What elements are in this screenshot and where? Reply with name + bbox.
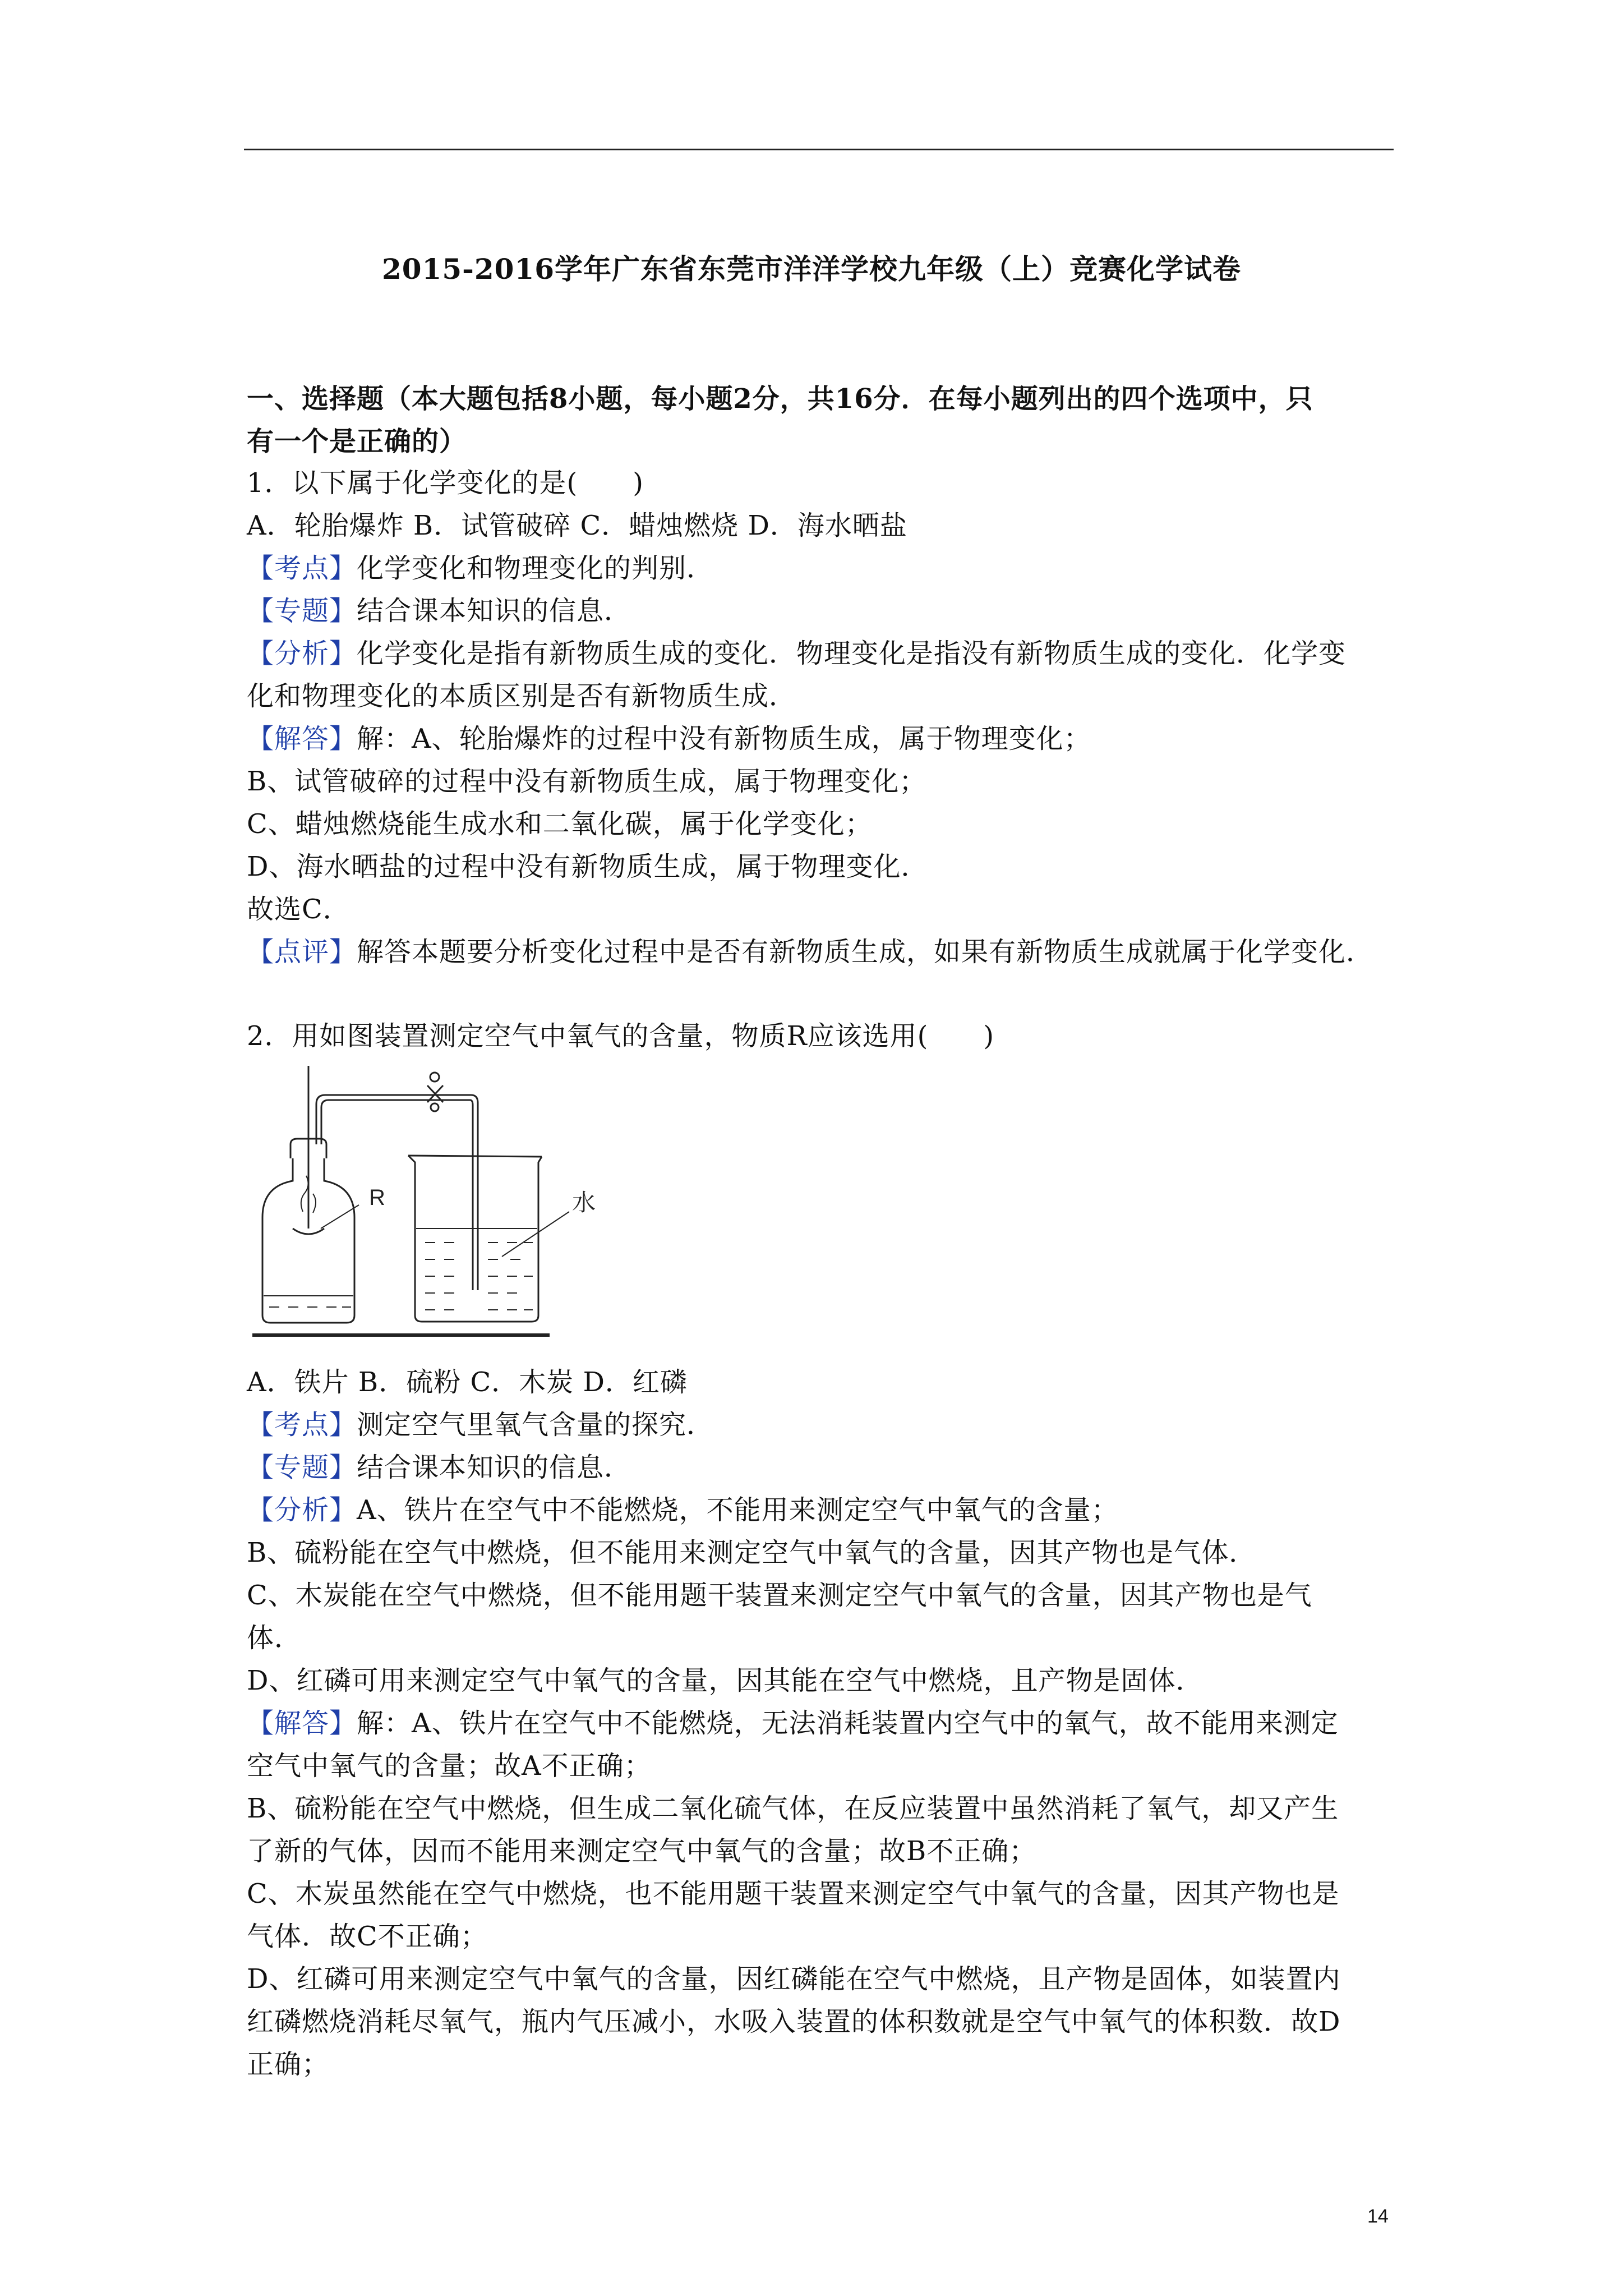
q1-zhuanti-text: 结合课本知识的信息． xyxy=(357,595,632,627)
q2-fenxi-text-4: 体． xyxy=(247,1622,302,1654)
clamp-ring-top xyxy=(430,1073,439,1082)
q2-jieda xyxy=(247,1701,1339,1740)
q1-kaodian xyxy=(247,546,714,585)
q1-kaodian-text: 化学变化和物理变化的判别． xyxy=(357,553,714,584)
q1-zhuanti xyxy=(247,589,631,628)
section-heading-line-1: 一、选择题（本大题包括8小题，每小题2分，共16分．在每小题列出的四个选项中，只 xyxy=(247,383,1313,415)
q1-fenxi-text-1: 化学变化是指有新物质生成的变化．物理变化是指没有新物质生成的变化．化学变 xyxy=(357,638,1347,669)
q1-jieda-text-2: B、试管破碎的过程中没有新物质生成，属于物理变化； xyxy=(247,766,927,797)
q2-zhuanti-text: 结合课本知识的信息． xyxy=(357,1452,632,1483)
q2-zhuanti xyxy=(247,1446,631,1484)
label-r: R xyxy=(369,1185,385,1210)
q2-kaodian xyxy=(247,1403,714,1442)
q2-jieda-text-6: 气体．故C不正确； xyxy=(247,1921,488,1952)
q2-jieda-text-8: 红磷燃烧消耗尽氧气，瓶内气压减小，水吸入装置的体积数就是空气中氧气的体积数．故D xyxy=(247,2006,1341,2037)
q1-jieda-text-1: 解：A、轮胎爆炸的过程中没有新物质生成，属于物理变化； xyxy=(357,723,1091,754)
dianping-tag: 【点评】 xyxy=(247,936,357,968)
q2-fenxi-text-1: A、铁片在空气中不能燃烧，不能用来测定空气中氧气的含量； xyxy=(357,1494,1119,1526)
q1-dianping xyxy=(247,930,1373,969)
q2-kaodian-text: 测定空气里氧气含量的探究． xyxy=(357,1409,714,1441)
q2-jieda-text-7: D、红磷可用来测定空气中氧气的含量，因红磷能在空气中燃烧，且产物是固体，如装置内 xyxy=(247,1963,1341,1995)
beaker xyxy=(408,1156,542,1322)
fenxi-tag: 【分析】 xyxy=(247,1494,357,1526)
q1-fenxi-text-2: 化和物理变化的本质区别是否有新物质生成． xyxy=(247,680,797,712)
q1-fenxi xyxy=(247,632,1346,670)
page-title: 2015-2016学年广东省东莞市洋洋学校九年级（上）竞赛化学试卷 xyxy=(381,252,1242,286)
jieda-tag: 【解答】 xyxy=(247,723,357,754)
clamp-ring-bottom xyxy=(431,1103,439,1111)
apparatus-diagram xyxy=(247,1060,606,1352)
q2-fenxi-text-5: D、红磷可用来测定空气中氧气的含量，因其能在空气中燃烧，且产物是固体． xyxy=(247,1665,1204,1696)
q1-jieda-text-5: 故选C． xyxy=(247,894,351,925)
q1-jieda xyxy=(247,717,1091,756)
combustion-spoon xyxy=(293,1228,324,1234)
q2-fenxi-text-3: C、木炭能在空气中燃烧，但不能用题干装置来测定空气中氧气的含量，因其产物也是气 xyxy=(247,1580,1312,1611)
zhuanti-tag: 【专题】 xyxy=(247,595,357,627)
kaodian-tag: 【考点】 xyxy=(247,1409,357,1441)
q2-fenxi-text-2: B、硫粉能在空气中燃烧，但不能用来测定空气中氧气的含量，因其产物也是气体． xyxy=(247,1537,1257,1568)
page-number: 14 xyxy=(1367,2206,1389,2227)
jieda-tag: 【解答】 xyxy=(247,1708,357,1739)
q2-jieda-text-5: C、木炭虽然能在空气中燃烧，也不能用题干装置来测定空气中氧气的含量，因其产物也是 xyxy=(247,1878,1340,1910)
fenxi-tag: 【分析】 xyxy=(247,638,357,669)
q1-stem: 1．以下属于化学变化的是( ) xyxy=(247,467,644,499)
label-water: 水 xyxy=(572,1189,596,1216)
q2-options: A．铁片 B．硫粉 C．木炭 D．红磷 xyxy=(247,1366,688,1398)
q2-jieda-text-1: 解：A、铁片在空气中不能燃烧，无法消耗装置内空气中的氧气，故不能用来测定 xyxy=(357,1708,1339,1739)
kaodian-tag: 【考点】 xyxy=(247,553,357,584)
connecting-tube xyxy=(316,1095,478,1290)
connecting-tube-inner xyxy=(321,1100,473,1290)
q2-jieda-text-3: B、硫粉能在空气中燃烧，但生成二氧化硫气体，在反应装置中虽然消耗了氧气，却又产生 xyxy=(247,1793,1339,1824)
q2-fenxi xyxy=(247,1488,1119,1527)
q1-options: A．轮胎爆炸 B．试管破碎 C．蜡烛燃烧 D．海水晒盐 xyxy=(247,510,907,541)
apparatus-figure xyxy=(247,1060,606,1352)
q2-jieda-text-2: 空气中氧气的含量；故A不正确； xyxy=(247,1750,652,1782)
section-heading-line-2: 有一个是正确的） xyxy=(247,426,467,457)
q1-jieda-text-4: D、海水晒盐的过程中没有新物质生成，属于物理变化． xyxy=(247,851,929,882)
q1-dianping-text: 解答本题要分析变化过程中是否有新物质生成，如果有新物质生成就属于化学变化． xyxy=(357,936,1374,968)
q2-stem: 2．用如图装置测定空气中氧气的含量，物质R应该选用( ) xyxy=(247,1020,995,1052)
q1-jieda-text-3: C、蜡烛燃烧能生成水和二氧化碳，属于化学变化； xyxy=(247,808,873,840)
header-rule xyxy=(244,149,1394,150)
q2-jieda-text-4: 了新的气体，因而不能用来测定空气中氧气的含量；故B不正确； xyxy=(247,1835,1037,1867)
zhuanti-tag: 【专题】 xyxy=(247,1452,357,1483)
q2-jieda-text-9: 正确； xyxy=(247,2049,330,2080)
